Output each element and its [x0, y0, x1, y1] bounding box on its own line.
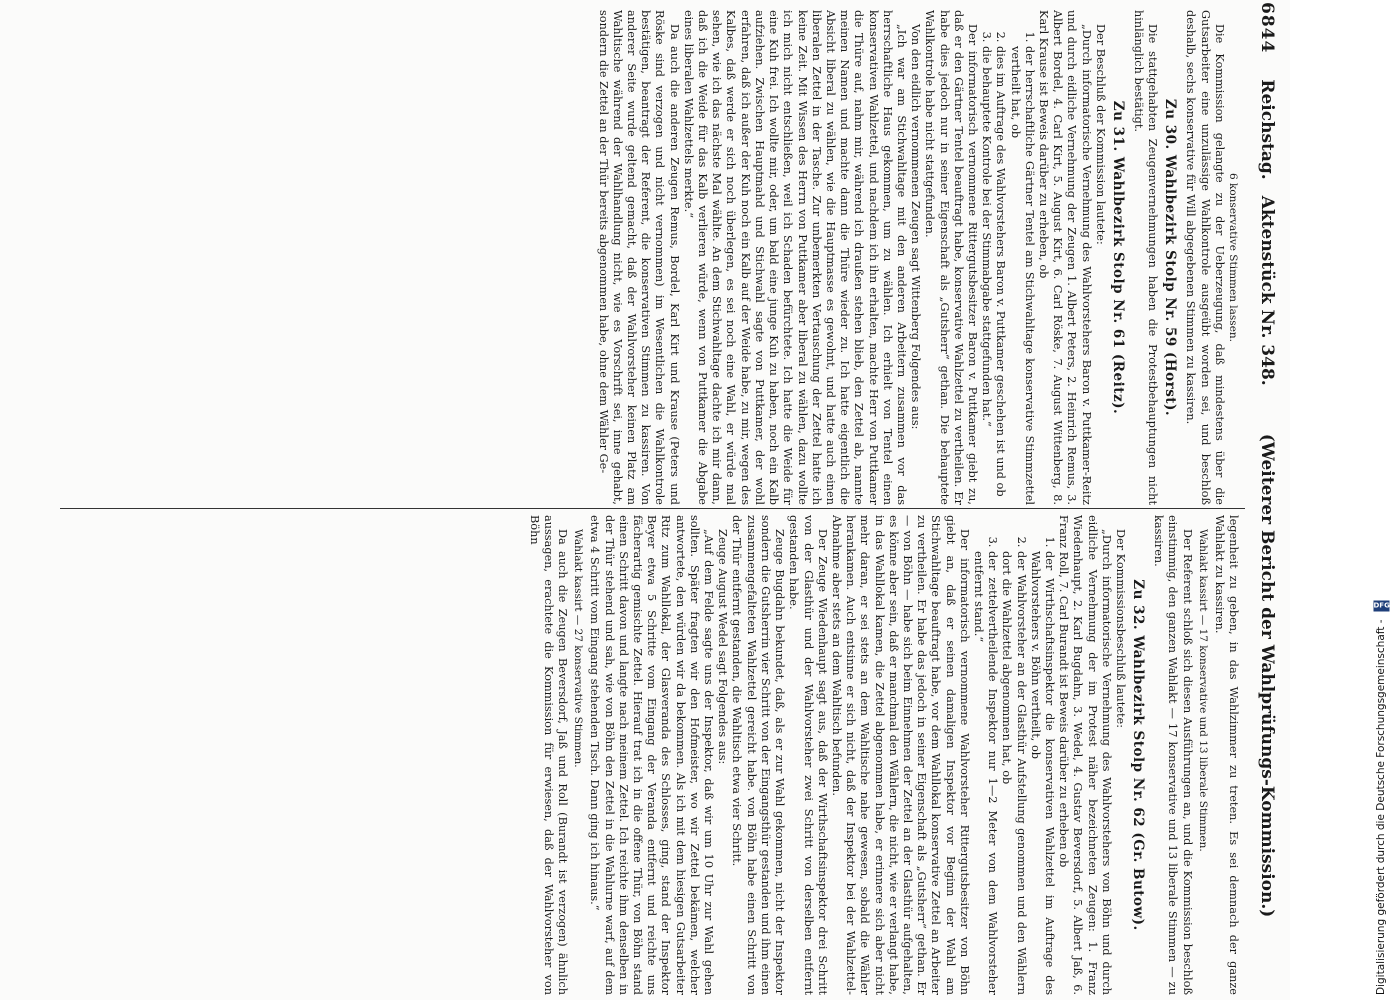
- paragraph: Da auch die anderen Zeugen Remus, Bordel, Karl Kirt und Krause (Peters und Röske sind verzogen und nicht vernommen) im Wesentlichen die Wahlkontrole bestätigen, beantragt der Referent, die konservativen Stimmen zu kassiren. Von anderer Seite wurde geltend gemacht, daß der Wahlvorsteher keinen Platz am Wahltische während der Wahlhandlung nicht, wie es Vorschrift sei, inne gehabt, sondern die Zettel an der Thür bereits abgenommen habe, ohne dem Wähler Ge-: [596, 10, 681, 505]
- paragraph: legenheit zu geben, in das Wahlzimmer zu treten. Es sei demnach der ganze Wahlakt zu kassiren.: [1212, 515, 1240, 995]
- section-heading: Zu 32. Wahlbezirk Stolp Nr. 62 (Gr. Butow).: [1129, 579, 1146, 931]
- paragraph: Die stattgehabten Zeugenvernehmungen haben die Protestbehauptungen nicht hinlänglich bestätigt.: [1131, 10, 1160, 505]
- page-header: [1250, 0, 1284, 1000]
- paragraph: Der Zeuge Wiedenhaupt sagt aus, daß der Wirthschaftsinspektor drei Schritt von der Glasthür und der Wahlvorsteher zwei Schritt von derselben entfernt gestanden habe.: [787, 515, 829, 995]
- paragraph: Zeuge August Wedel sagt Folgendes aus:: [716, 529, 730, 765]
- list-item: 2. dies im Auftrage des Wahlvorstehers Baron v. Puttkamer geschehen ist und ob: [993, 46, 1007, 505]
- paragraph: „Auf dem Felde sagte uns der Inspektor, daß wir um 10 Uhr zur Wahl gehen sollten. Später fragten wir den Hofmeister, wo wir Zettel bekämen, welcher antwortete, den würden wir da bekommen. Als ich mit dem hiesigen Gutsarbeiter Ritz zum Wahllokal, der Glasveranda des Schlosses, ging, stand der Inspektor Beyer etwa 5 Schritte vom Eingang der Veranda entfernt und reichte uns fächerartig gemischte Zettel. Hierauf trat ich in die offene Thür, von Böhn stand einen Schritt davon und langte nach meinem Zettel. Ich reichte ihm denselben in der Thür stehend und sah, wie von Böhn den Zettel in die Wahlurne warf, auf dem etwa 4 Schritt vom Eingang stehenden Tisch. Dann ging ich hinaus.“: [588, 515, 716, 995]
- list-item: 3. der zettelvertheilende Inspektor nur 1—2 Meter von dem Wahlvorsteher entfernt stand.“: [971, 551, 999, 995]
- report-title: (Weiterer Bericht der Wahlprüfungs-Kommission.): [1257, 433, 1277, 918]
- left-column: [60, 10, 1240, 505]
- paragraph: Die Kommission gelangte zu der Ueberzeugung, daß mindestens über die Gutsarbeiter eine unzulässige Wahlkontrole ausgeübt worden sei, und beschloß deshalb, sechs konservative für Will abgegebenen Stimmen zu kassiren.: [1184, 10, 1226, 505]
- section-heading: Zu 30. Wahlbezirk Stolp Nr. 59 (Horst).: [1162, 98, 1179, 417]
- paragraph: Zeuge Bugdahn bekundet, daß, als er zur Wahl gekommen, nicht der Inspektor sondern die Gutsherrin vier Schritt von der Eingangsthür gestanden und ihm einen zusammengefalteten Wahlzettel gereicht habe. von Böhn habe einen Schritt von der Thür entfernt gestanden, die Wahltisch etwa vier Schritt.: [730, 515, 787, 995]
- paragraph: Der Kommissionsbeschluß lautete:: [1113, 529, 1127, 729]
- paragraph: Der Beschluß der Kommission lautete:: [1093, 24, 1107, 245]
- dfg-logo-icon: DFG: [1373, 601, 1390, 610]
- vote-result: Wahlakt kassirt — 17 konservative und 13 liberale Stimmen.: [1196, 529, 1209, 852]
- credit-text: Digitalisierung gefördert durch die Deutsche Forschungsgemeinschaft -: [1375, 619, 1387, 995]
- paragraph: Der informatorisch vernommene Rittergutsbesitzer Baron v. Puttkamer giebt zu, daß er den Gärtner Tentel beauftragt habe, konservative Wahlzettel zu vertheilen. Er habe dies jedoch nur in seiner Eigenschaft als „Gutsherr“ gethan. Die behauptete Wahlkontrole habe nicht stattgefunden.: [923, 10, 979, 505]
- paragraph: „Durch informatorische Vernehmung des Wahlvorstehers von Böhn und durch eidliche Vernehmung der im Protest näher bezeichneten Zeugen: 1. Franz Wiedenhaupt, 2. Karl Bugdahn, 3. Wedel, 4. Gustav Beversdorf, 5. Albert Jaß, 6. Franz Roll, 7. Carl Burandt ist Beweis darüber zu erheben ob: [1057, 515, 1113, 995]
- paragraph: 6 konservative Stimmen lassen.: [1227, 172, 1239, 343]
- right-column: [60, 515, 1240, 995]
- paragraph: Der Referent schloß sich diesen Ausführungen an, und die Kommission beschloß einstimmig, den ganzen Wahlakt — 17 konservative und 13 liberale Stimmen — zu kassiren.: [1152, 515, 1194, 995]
- paragraph: Da auch die Zeugen Beversdorf, Jaß und Roll (Burandt ist verzogen) ähnlich aussagen, erachtete die Kommission für erwiesen, daß der Wahlvorsteher von Böhn: [527, 515, 570, 995]
- list-item: 3. die behauptete Kontrole bei der Stimmabgabe stattgefunden hat.“: [979, 46, 993, 505]
- paragraph: „Durch informatorische Vernehmung des Wahlvorstehers Baron v. Puttkamer-Reitz und durch eidliche Vernehmung der Zeugen 1. Albert Peters, 2. Heinrich Remus, 3. Albert Bordel, 4. Carl Kirt, 5. August Kirt, 6. Carl Röske, 7. August Wittenberg, 8. Karl Krause ist Beweis darüber zu erheben, ob: [1036, 10, 1093, 505]
- paragraph: Von den eidlich vernommenen Zeugen sagt Wittenberg Folgendes aus:: [909, 24, 923, 430]
- paragraph: „Ich war am Stichwahltage mit den anderen Arbeitern zusammen vor das herrschaftliche Haus gekommen, um zu wählen. Ich erhielt von Tentel einen konservativen Wahlzettel, und nachdem ich ihn erhalten, machte Herr von Puttkamer die Thüre auf, nahm mir, während ich draußen stehen blieb, den Zettel ab, nannte meinen Namen und machte dann die Thüre wieder zu. Ich hatte eigentlich die Absicht liberal zu wählen, wie die Hauptmasse es gewohnt, und hatte auch einen liberalen Zettel in der Tasche. Zur unbemerkten Vertauschung der Zettel hatte ich keine Zeit. Mit Wissen des Herrn von Puttkamer aber liberal zu wählen, dazu wollte ich mich nicht entschließen, weil ich Schaden befürchtete. Ich hatte die Weide für eine Kuh frei. Ich wollte mir, oder, um bald eine junge Kuh zu haben, noch ein Kalb aufziehen. Zwischen Hauptmahd und Stichwahl sagte von Puttkamer, der wohl erfahren, daß ich außer der Kuh noch ein Kalb auf der Weide habe, zu mir, wegen des Kalbes, daß werde er sich noch überlegen, es sei noch eine Wahl, er würde mal sehen, wie ich das nächste Mal wählte. An dem Stichwahltage dachte ich mir dann, daß ich die Weide für das Kalb verlieren würde, wenn von Puttkamer die Abgabe eines liberalen Wahlzettels merkte.“: [681, 10, 908, 505]
- list-item: 1. der Wirthschaftsinspektor die konservativen Wahlzettel im Auftrage des Wahlvorstehers v. Böhn vertheilt, ob: [1028, 551, 1056, 995]
- page-number: 6844: [1257, 2, 1277, 54]
- issue-number: Aktenstück Nr. 348.: [1257, 195, 1277, 386]
- digitization-credit: [1373, 598, 1390, 995]
- publication-title: Reichstag.: [1257, 79, 1277, 180]
- list-item: 2. der Wahlvorsteher an der Glasthür Aufstellung genommen und den Wählern dort die Wahlzettel abgenommen hat, ob: [999, 551, 1027, 995]
- column-divider: [60, 508, 1245, 509]
- section-heading: Zu 31. Wahlbezirk Stolp Nr. 61 (Reitz).: [1109, 100, 1126, 415]
- list-item: 1. der herrschaftliche Gärtner Tentel am Stichwahltage konservative Stimmzettel vertheilt hat, ob: [1007, 46, 1035, 505]
- vote-result: Wahlakt kassirt — 27 konservative Stimmen.: [572, 529, 585, 768]
- numbered-list: [971, 515, 1056, 995]
- paragraph: Der informatorisch vernommene Wahlvorsteher Rittergutsbesitzer von Böhn giebt an, daß er seinen damaligen Inspektor vor Beginn der Wahl am Stichwahltage beauftragt habe, vor dem Wahllokal konservative Zettel an Arbeiter zu vertheilen. Er habe das jedoch in seiner Eigenschaft als „Gutsherr“ gethan. Er — von Böhn — habe sich beim Einnehmen der Zettel an der Glasthür aufgehalten, es könne aber sein, daß er manchmal den Wählern, die nicht, wie er verlangt habe, in das Wahllokal kamen, die Zettel abgenommen habe, er erinnere sich aber nicht mehr daran, er sei stets an dem Wahltische nahe gewesen, sobald die Wähler herankamen. Auch entsinne er sich nicht, daß der Inspektor bei der Wahlzettel-Abnahme aber stets an dem Wahltisch befunden.: [829, 515, 971, 995]
- numbered-list: [979, 10, 1036, 505]
